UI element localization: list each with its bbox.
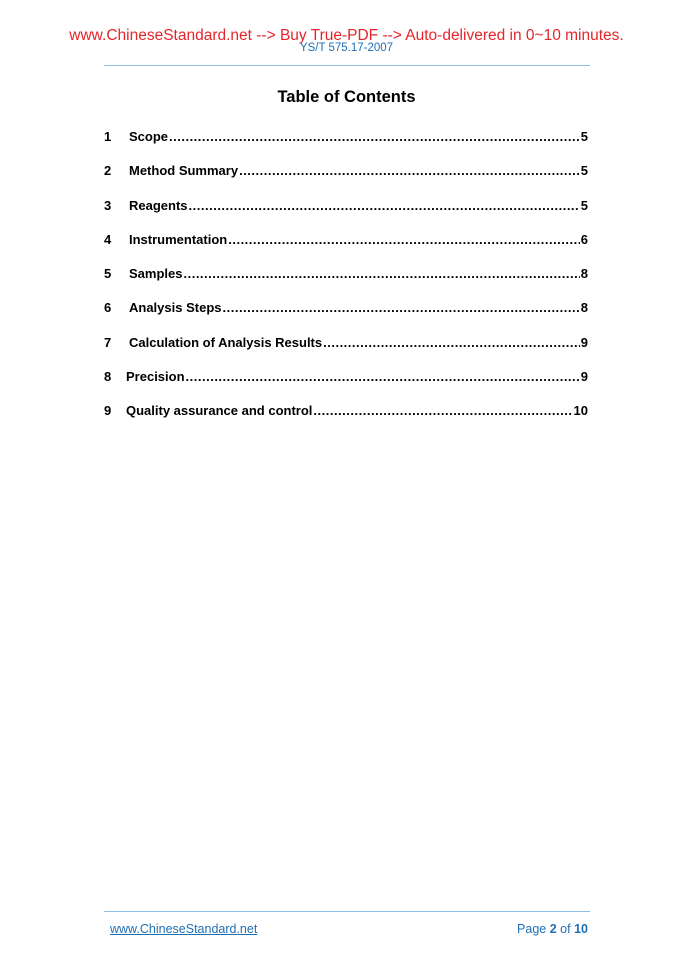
toc-entry-label: Reagents <box>129 197 188 213</box>
dot-leader <box>239 162 580 179</box>
toc-entry-analysis-steps[interactable] <box>104 299 588 333</box>
page-prefix: Page <box>517 922 547 936</box>
toc-entry-page: 5 <box>580 163 588 179</box>
toc-entry-page: 9 <box>580 334 588 350</box>
toc-entry-page: 6 <box>580 231 588 247</box>
toc-entry-number: 7 <box>104 334 112 350</box>
toc-entry-number: 5 <box>104 266 112 282</box>
toc-entry-precision[interactable] <box>104 368 588 402</box>
toc-entry-scope[interactable] <box>104 128 588 162</box>
toc-entry-label: Samples <box>129 266 183 282</box>
header-divider <box>104 65 590 66</box>
toc-entry-label: Quality assurance and control <box>126 403 313 419</box>
page-of-label: of <box>560 922 571 936</box>
toc-entry-number: 6 <box>104 300 112 316</box>
toc-entry-label: Instrumentation <box>129 231 228 247</box>
toc-entry-page: 8 <box>580 300 588 316</box>
toc-entry-samples[interactable] <box>104 265 588 299</box>
toc-entry-reagents[interactable] <box>104 197 588 231</box>
toc-entry-method-summary[interactable] <box>104 162 588 196</box>
dot-leader <box>186 368 580 385</box>
page-indicator <box>517 921 588 937</box>
toc-entry-instrumentation[interactable] <box>104 231 588 265</box>
toc-entry-label: Calculation of Analysis Results <box>129 334 323 350</box>
dot-leader <box>189 197 580 214</box>
toc-entry-label: Method Summary <box>129 163 239 179</box>
document-number: YS/T 575.17-2007 <box>299 42 394 54</box>
toc-entry-page: 5 <box>580 129 588 144</box>
banner-link[interactable]: www.ChineseStandard.net --> Buy True-PDF --> Auto-delivered in 0~10 minutes. <box>69 27 624 44</box>
dot-leader <box>323 334 580 351</box>
dot-leader <box>228 231 580 248</box>
dot-leader <box>223 299 580 316</box>
toc-entry-calculation[interactable] <box>104 334 588 368</box>
toc-title: Table of Contents <box>277 88 416 106</box>
footer-website-link[interactable]: www.ChineseStandard.net <box>110 922 258 936</box>
toc-entry-number: 3 <box>104 197 112 213</box>
toc-entry-number: 4 <box>104 231 112 247</box>
dot-leader <box>313 402 572 419</box>
total-page-count: 10 <box>574 922 588 936</box>
toc-entry-number: 9 <box>104 403 112 419</box>
toc-entry-quality-assurance[interactable] <box>104 402 588 436</box>
toc-entry-number: 8 <box>104 369 112 385</box>
dot-leader <box>169 128 580 145</box>
toc-entry-page: 9 <box>580 369 588 385</box>
dot-leader <box>183 265 579 282</box>
table-of-contents <box>104 128 588 437</box>
toc-entry-label: Precision <box>126 369 185 385</box>
toc-entry-number: 2 <box>104 163 112 179</box>
toc-entry-number: 1 <box>104 129 112 144</box>
current-page-number: 2 <box>549 922 557 936</box>
footer-divider <box>104 911 590 912</box>
toc-entry-page: 5 <box>580 197 588 213</box>
toc-entry-page: 8 <box>580 266 588 282</box>
toc-entry-label: Scope <box>129 129 169 144</box>
toc-entry-label: Analysis Steps <box>129 300 222 316</box>
toc-entry-page: 10 <box>573 403 588 419</box>
